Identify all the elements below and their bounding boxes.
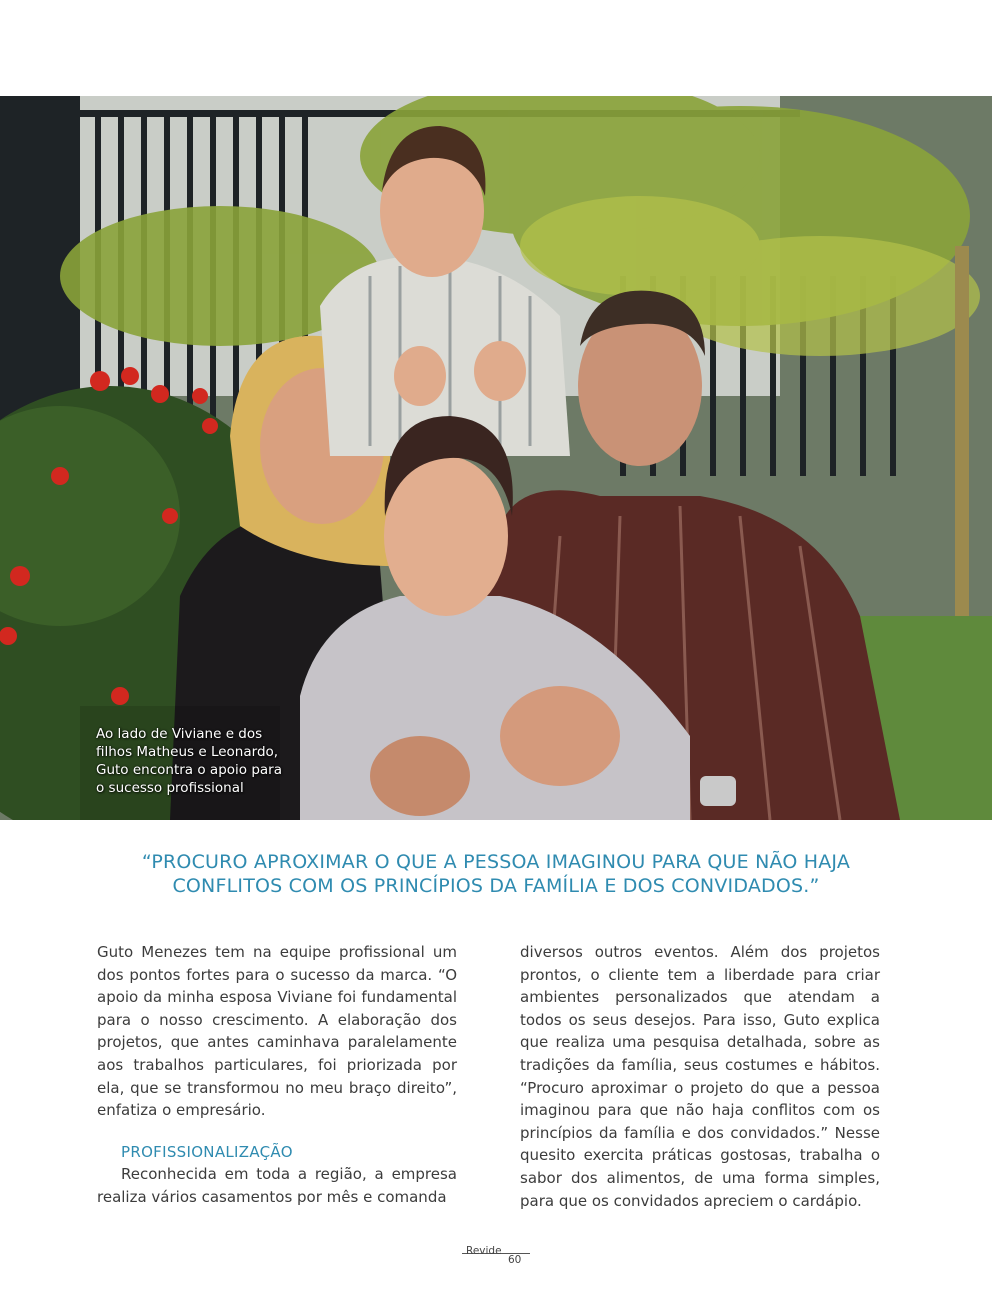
article-column-right <box>520 941 880 1212</box>
family-photo-illustration <box>0 96 992 820</box>
caption-line: Ao lado de Viviane e dos <box>96 726 263 742</box>
magazine-name: Revide <box>466 1245 502 1257</box>
photo-caption <box>96 725 286 797</box>
article-column-left <box>97 941 457 1209</box>
family-photo <box>0 96 992 820</box>
caption-line: o sucesso profissional <box>96 780 244 796</box>
section-subheading: PROFISSIONALIZAÇÃO <box>121 1142 293 1161</box>
article-paragraph: diversos outros eventos. Além dos projetos prontos, o cliente tem a liberdade para criar ambientes personalizados que atendam a todos os seus desejos. Para isso, Guto explica que realiza uma pesquisa detalhada, sobre as tradições da família, seus costumes e hábitos. “Procuro aproximar o projeto do que a pessoa imaginou para que não haja conflitos com os princípios da família e dos convidados.” Nesse quesito exercita práticas gostosas, trabalha o sabor dos alimentos, de uma forma simples, para que os convidados apreciem o cardápio. <box>520 943 880 1210</box>
pull-quote-line: CONFLITOS COM OS PRINCÍPIOS DA FAMÍLIA E DOS CONVIDADOS.” <box>172 875 820 897</box>
caption-line: filhos Matheus e Leonardo, <box>96 744 279 760</box>
pull-quote <box>110 850 882 898</box>
caption-line: Guto encontra o apoio para <box>96 762 282 778</box>
page-number: 60 <box>508 1254 522 1266</box>
pull-quote-line: “PROCURO APROXIMAR O QUE A PESSOA IMAGINOU PARA QUE NÃO HAJA <box>141 851 851 873</box>
article-paragraph: Reconhecida em toda a região, a empresa realiza vários casamentos por mês e comanda <box>97 1165 457 1206</box>
page-footer <box>462 1245 530 1266</box>
article-paragraph: Guto Menezes tem na equipe profissional um dos pontos fortes para o sucesso da marca. “O apoio da minha esposa Viviane foi fundamental para o nosso crescimento. A elaboração dos projetos, que antes caminhava paralelamente aos trabalhos particulares, foi priorizada por ela, que se transformou no meu braço direito”, enfatiza o empresário. <box>97 943 457 1120</box>
